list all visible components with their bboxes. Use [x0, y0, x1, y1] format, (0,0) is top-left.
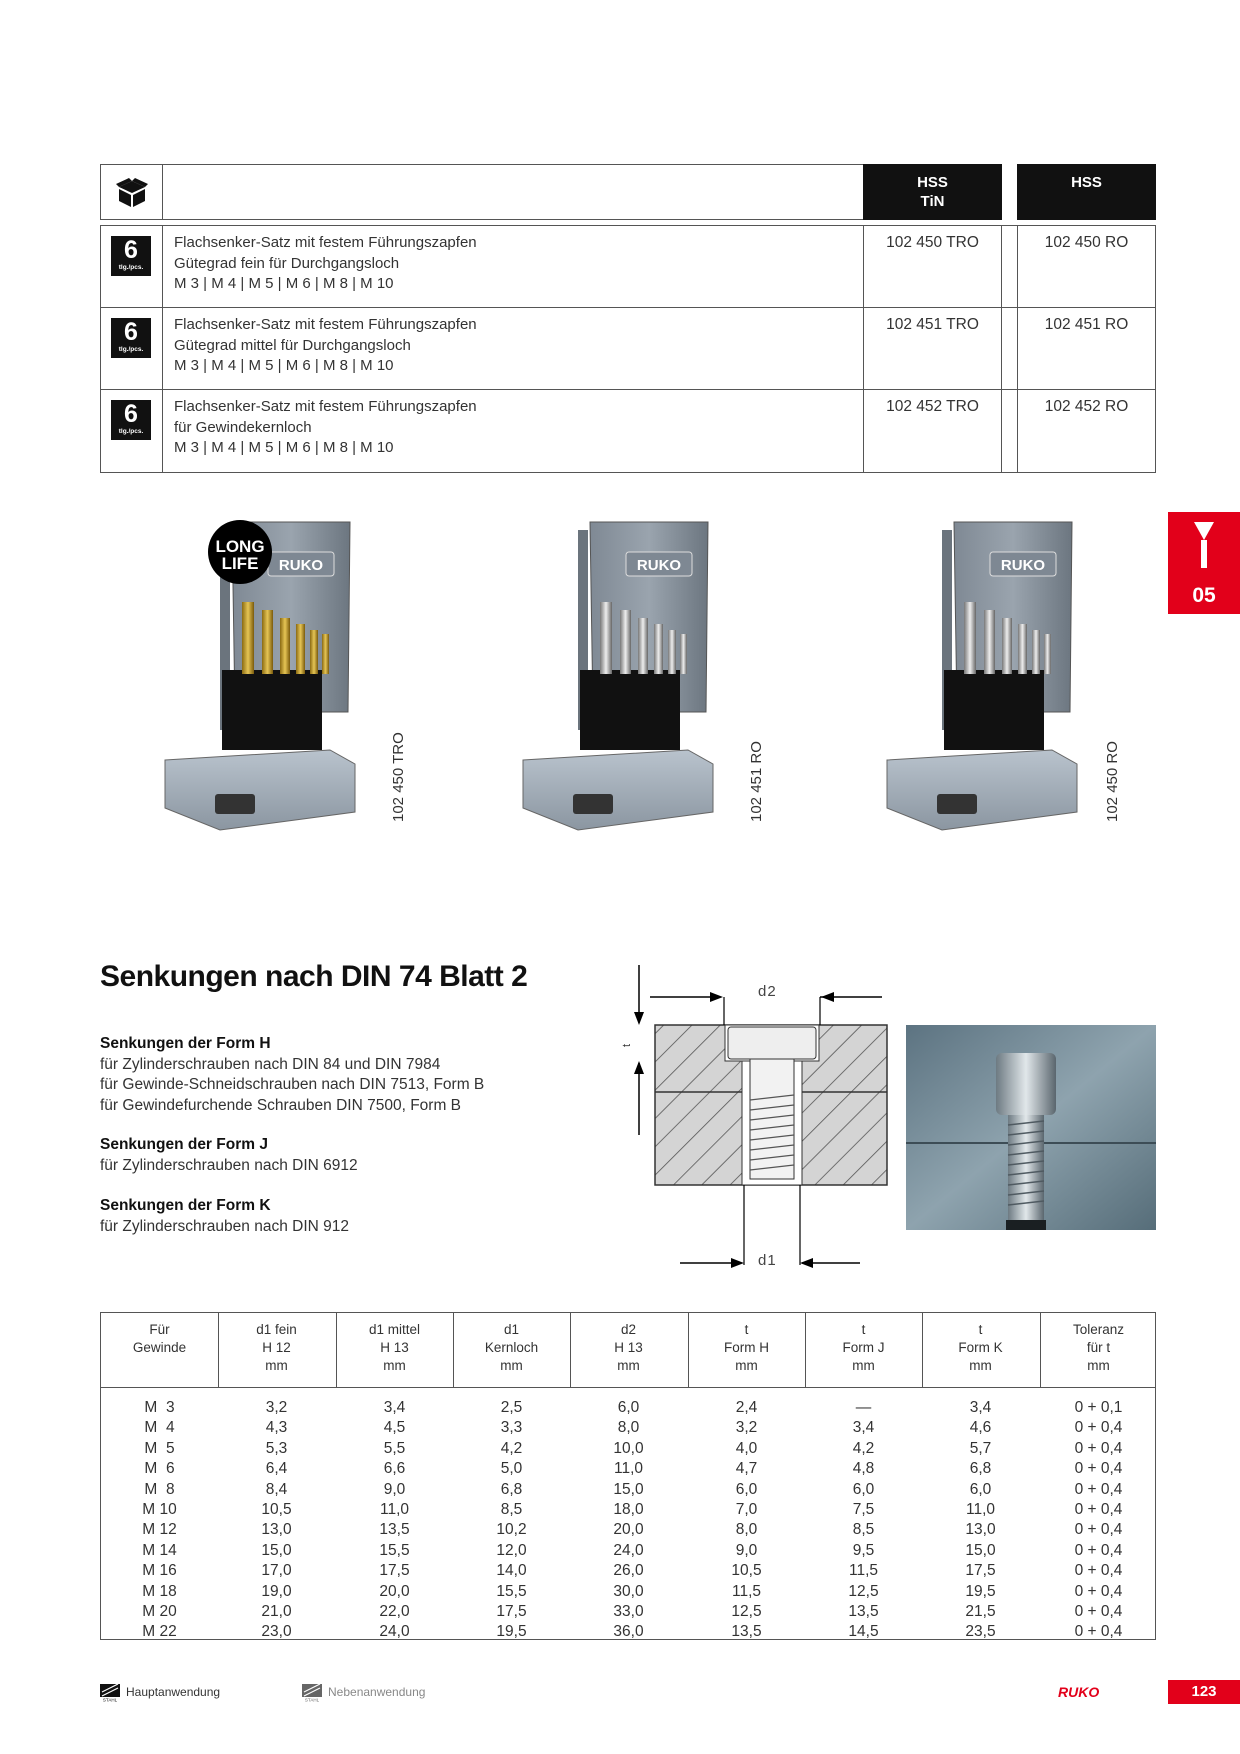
- dimensions-table: [100, 1312, 1156, 1640]
- value-cell: 6,6: [383, 1460, 406, 1478]
- column-header: [922, 1321, 1039, 1375]
- header-line: Form K: [958, 1340, 1003, 1355]
- product-description: [174, 315, 477, 377]
- header-line: d1: [503, 1322, 520, 1337]
- section-title: Senkungen nach DIN 74 Blatt 2: [100, 960, 528, 993]
- value-cell: 3,3: [500, 1419, 523, 1437]
- value-cell: 20,0: [613, 1521, 644, 1539]
- value-cell: 3,2: [735, 1419, 758, 1437]
- long-life-badge: [208, 538, 272, 572]
- product-table: [100, 164, 1156, 472]
- value-cell: 6,0: [735, 1480, 758, 1498]
- value-cell: 0 + 0,1: [1074, 1399, 1123, 1416]
- value-cell: 6,0: [617, 1399, 640, 1416]
- value-cell: 15,5: [379, 1541, 410, 1559]
- value-column: [688, 1398, 805, 1643]
- form-h-block: [100, 1034, 484, 1116]
- screw-photo: [906, 1025, 1156, 1230]
- box-icon: [115, 178, 149, 208]
- value-cell: 15,0: [965, 1541, 996, 1559]
- header-line: Gewinde: [132, 1340, 187, 1355]
- header-line: d1 fein: [256, 1322, 297, 1337]
- value-cell: 5,5: [383, 1439, 406, 1457]
- secondary-use-label: Nebenanwendung: [328, 1685, 426, 1699]
- brand-logo: RUKO: [1058, 1684, 1100, 1700]
- thread-size-cell: M 16: [142, 1562, 177, 1580]
- thread-size-cell: M 20: [142, 1603, 177, 1621]
- value-cell: 4,0: [735, 1439, 758, 1457]
- value-cell: 19,5: [965, 1582, 996, 1600]
- thread-size-cell: M 4: [144, 1419, 175, 1437]
- value-cell: 14,0: [496, 1562, 527, 1580]
- value-cell: 5,0: [500, 1460, 523, 1478]
- header-hss-label: HSS: [917, 174, 948, 191]
- steel-icon: [100, 1684, 120, 1702]
- value-cell: 0 + 0,4: [1074, 1501, 1123, 1519]
- form-j-block: [100, 1135, 358, 1176]
- form-h-line: für Gewinde-Schneidschrauben nach DIN 7513, Form B: [100, 1076, 485, 1093]
- value-cell: 23,5: [965, 1623, 996, 1641]
- pieces-count: 6: [124, 318, 138, 346]
- value-cell: 13,0: [261, 1521, 292, 1539]
- value-cell: 5,3: [265, 1439, 288, 1457]
- value-cell: —: [855, 1399, 872, 1416]
- value-cell: 8,5: [500, 1501, 523, 1519]
- thread-size-cell: M 14: [142, 1541, 177, 1559]
- form-h-title: Senkungen der Form H: [100, 1035, 271, 1052]
- header-line: mm: [969, 1358, 992, 1373]
- header-line: t: [744, 1322, 749, 1337]
- image-caption: 102 450 TRO: [390, 732, 407, 822]
- value-cell: 9,5: [852, 1541, 875, 1559]
- value-cell: 11,0: [379, 1501, 410, 1519]
- value-cell: 6,8: [500, 1480, 523, 1498]
- value-column: [218, 1398, 335, 1643]
- pieces-badge: [111, 236, 151, 276]
- value-cell: 24,0: [379, 1623, 410, 1641]
- header-hss: [1017, 164, 1156, 220]
- value-cell: 20,0: [379, 1582, 410, 1600]
- svg-text:STAHL: STAHL: [102, 1697, 118, 1702]
- image-caption: 102 450 RO: [1104, 741, 1121, 822]
- header-line: t: [978, 1322, 983, 1337]
- pieces-count: 6: [124, 400, 138, 428]
- header-line: [101, 1357, 218, 1375]
- value-cell: 13,0: [965, 1521, 996, 1539]
- value-cell: 23,0: [261, 1623, 292, 1641]
- value-cell: 10,2: [496, 1521, 527, 1539]
- value-cell: 17,5: [496, 1603, 527, 1621]
- article-code-tin: 102 452 TRO: [886, 398, 979, 415]
- value-cell: 0 + 0,4: [1074, 1541, 1123, 1559]
- column-header: [336, 1321, 453, 1375]
- product-description: [174, 397, 477, 459]
- desc-line: Flachsenker-Satz mit festem Führungszapfen: [174, 316, 477, 333]
- value-cell: 26,0: [613, 1562, 644, 1580]
- value-cell: 4,8: [852, 1460, 875, 1478]
- form-k-block: [100, 1196, 349, 1237]
- value-cell: 10,0: [613, 1439, 644, 1457]
- pieces-badge: [111, 318, 151, 358]
- value-cell: 6,0: [852, 1480, 875, 1498]
- header-hss-tin: [863, 164, 1002, 220]
- pieces-unit: tlg./pcs.: [118, 264, 144, 271]
- value-cell: 0 + 0,4: [1074, 1603, 1123, 1621]
- value-cell: 8,4: [265, 1480, 288, 1498]
- column-header: [218, 1321, 335, 1375]
- main-use-label: Hauptanwendung: [126, 1685, 221, 1699]
- header-line: t: [861, 1322, 866, 1337]
- value-cell: 13,5: [848, 1603, 879, 1621]
- thread-size-cell: M 22: [142, 1623, 177, 1641]
- value-cell: 8,5: [852, 1521, 875, 1539]
- value-cell: 2,4: [735, 1399, 758, 1416]
- countersink-icon: [1192, 518, 1216, 570]
- value-cell: 17,5: [379, 1562, 410, 1580]
- value-cell: 4,7: [735, 1460, 758, 1478]
- value-cell: 15,0: [613, 1480, 644, 1498]
- countersink-diagram: [620, 955, 900, 1275]
- form-j-line: für Zylinderschrauben nach DIN 6912: [100, 1156, 358, 1174]
- value-cell: 14,5: [848, 1623, 879, 1641]
- header-line: Für: [149, 1322, 170, 1337]
- value-cell: 0 + 0,4: [1074, 1623, 1123, 1641]
- value-cell: 6,8: [969, 1460, 992, 1478]
- form-k-line: für Zylinderschrauben nach DIN 912: [100, 1217, 349, 1235]
- badge-line: LIFE: [221, 554, 259, 573]
- value-cell: 11,0: [613, 1460, 644, 1478]
- header-line: mm: [383, 1358, 406, 1373]
- value-cell: 4,3: [265, 1419, 288, 1437]
- header-line: Toleranz: [1072, 1322, 1125, 1337]
- form-j-title: Senkungen der Form J: [100, 1136, 268, 1153]
- value-column: [453, 1398, 570, 1643]
- value-cell: 8,0: [617, 1419, 640, 1437]
- value-cell: 0 + 0,4: [1074, 1460, 1123, 1478]
- value-cell: 19,5: [496, 1623, 527, 1641]
- svg-text:t: t: [621, 1043, 633, 1047]
- box-icon-cell: [100, 164, 163, 220]
- thread-size-cell: M 10: [142, 1501, 177, 1519]
- header-hss2-label: HSS: [1071, 174, 1102, 191]
- image-caption: 102 451 RO: [748, 741, 765, 822]
- header-line: d2: [620, 1322, 637, 1337]
- pieces-unit: tlg./pcs.: [118, 428, 144, 435]
- value-cell: 6,0: [969, 1480, 992, 1498]
- header-line: d1 mittel: [368, 1322, 421, 1337]
- pieces-badge: [111, 400, 151, 440]
- desc-sizes: M 3 | M 4 | M 5 | M 6 | M 8 | M 10: [174, 275, 394, 292]
- header-line: mm: [735, 1358, 758, 1373]
- thread-size-cell: M 6: [144, 1460, 175, 1478]
- svg-text:STAHL: STAHL: [304, 1697, 320, 1702]
- value-cell: 36,0: [613, 1623, 644, 1641]
- value-cell: 15,5: [496, 1582, 527, 1600]
- value-cell: 0 + 0,4: [1074, 1582, 1123, 1600]
- value-cell: 3,2: [265, 1399, 288, 1416]
- value-cell: 11,5: [848, 1562, 879, 1580]
- desc-line: Gütegrad mittel für Durchgangsloch: [174, 336, 411, 354]
- header-blank-cell: [162, 164, 864, 220]
- value-cell: 4,6: [969, 1419, 992, 1437]
- value-cell: 12,0: [496, 1541, 527, 1559]
- desc-sizes: M 3 | M 4 | M 5 | M 6 | M 8 | M 10: [174, 439, 394, 456]
- value-column: [101, 1398, 218, 1643]
- value-cell: 3,4: [852, 1419, 875, 1437]
- product-description: [174, 233, 477, 295]
- value-cell: 18,0: [613, 1501, 644, 1519]
- desc-line: Flachsenker-Satz mit festem Führungszapfen: [174, 234, 477, 251]
- value-cell: 4,2: [852, 1439, 875, 1457]
- desc-line: für Gewindekernloch: [174, 418, 312, 436]
- value-cell: 15,0: [261, 1541, 292, 1559]
- header-line: H 13: [614, 1340, 643, 1355]
- header-line: mm: [500, 1358, 523, 1373]
- value-cell: 0 + 0,4: [1074, 1521, 1123, 1539]
- value-cell: 3,4: [383, 1399, 406, 1416]
- value-column: [336, 1398, 453, 1643]
- thread-size-cell: M 8: [144, 1480, 175, 1498]
- value-cell: 7,0: [735, 1501, 758, 1519]
- value-cell: 21,0: [261, 1603, 292, 1621]
- value-cell: 19,0: [261, 1582, 292, 1600]
- column-header: [101, 1321, 218, 1375]
- value-cell: 11,5: [731, 1582, 762, 1600]
- header-line: H 12: [262, 1340, 291, 1355]
- chapter-number: 05: [1192, 584, 1216, 607]
- value-cell: 9,0: [735, 1541, 758, 1559]
- header-line: mm: [617, 1358, 640, 1373]
- steel-icon: [302, 1684, 322, 1702]
- column-header: [805, 1321, 922, 1375]
- value-column: [922, 1398, 1039, 1643]
- article-code-hss: 102 452 RO: [1044, 398, 1129, 415]
- value-cell: 33,0: [613, 1603, 644, 1621]
- value-cell: 17,0: [261, 1562, 292, 1580]
- thread-size-cell: M 18: [142, 1582, 177, 1600]
- header-tin-label: TiN: [920, 193, 945, 210]
- value-cell: 0 + 0,4: [1074, 1439, 1123, 1457]
- article-code-hss: 102 450 RO: [1044, 234, 1129, 251]
- article-code-tin: 102 451 TRO: [886, 316, 979, 333]
- header-line: für t: [1086, 1340, 1111, 1355]
- column-header: [453, 1321, 570, 1375]
- value-cell: 17,5: [965, 1562, 996, 1580]
- desc-line: Gütegrad fein für Durchgangsloch: [174, 254, 400, 272]
- form-h-line: für Zylinderschrauben nach DIN 84 und DIN 7984: [100, 1055, 441, 1073]
- thread-size-cell: M 12: [142, 1521, 177, 1539]
- header-line: mm: [1087, 1358, 1110, 1373]
- svg-text:RUKO: RUKO: [636, 557, 682, 574]
- page-number: 123: [1168, 1680, 1240, 1704]
- header-line: mm: [852, 1358, 875, 1373]
- value-column: [570, 1398, 687, 1643]
- header-line: Form J: [842, 1340, 885, 1355]
- header-line: Kernloch: [484, 1340, 539, 1355]
- header-line: H 13: [380, 1340, 409, 1355]
- column-header: [570, 1321, 687, 1375]
- value-cell: 24,0: [613, 1541, 644, 1559]
- value-cell: 5,7: [969, 1439, 992, 1457]
- value-column: [1040, 1398, 1157, 1643]
- chapter-tab[interactable]: [1168, 512, 1240, 614]
- pieces-unit: tlg./pcs.: [118, 346, 144, 353]
- d1-label: d1: [758, 1252, 777, 1269]
- value-cell: 13,5: [379, 1521, 410, 1539]
- value-cell: 4,5: [383, 1419, 406, 1437]
- header-line: mm: [265, 1358, 288, 1373]
- value-cell: 2,5: [500, 1399, 523, 1416]
- value-cell: 12,5: [848, 1582, 879, 1600]
- svg-text:RUKO: RUKO: [1000, 557, 1046, 574]
- value-cell: 3,4: [969, 1399, 992, 1416]
- value-cell: 22,0: [379, 1603, 410, 1621]
- value-cell: 11,0: [965, 1501, 996, 1519]
- value-cell: 13,5: [731, 1623, 762, 1641]
- value-column: [805, 1398, 922, 1643]
- header-line: Form H: [724, 1340, 769, 1355]
- value-cell: 30,0: [613, 1582, 644, 1600]
- value-cell: 10,5: [731, 1562, 762, 1580]
- pieces-count: 6: [124, 236, 138, 264]
- column-header: [1040, 1321, 1157, 1375]
- thread-size-cell: M 5: [144, 1439, 175, 1457]
- value-cell: 21,5: [965, 1603, 996, 1621]
- form-k-title: Senkungen der Form K: [100, 1197, 271, 1214]
- form-h-line: für Gewindefurchende Schrauben DIN 7500, Form B: [100, 1096, 461, 1114]
- value-cell: 8,0: [735, 1521, 758, 1539]
- value-cell: 0 + 0,4: [1074, 1419, 1123, 1437]
- thread-size-cell: M 3: [144, 1399, 175, 1416]
- d2-label: d2: [758, 983, 777, 1000]
- column-header: [688, 1321, 805, 1375]
- desc-line: Flachsenker-Satz mit festem Führungszapfen: [174, 398, 477, 415]
- value-cell: 12,5: [731, 1603, 762, 1621]
- product-image-hss-set: [882, 512, 1092, 832]
- value-cell: 0 + 0,4: [1074, 1480, 1123, 1498]
- badge-line: LONG: [215, 537, 265, 556]
- product-image-hss-set: [518, 512, 728, 832]
- value-cell: 10,5: [261, 1501, 292, 1519]
- article-code-tin: 102 450 TRO: [886, 234, 979, 251]
- value-cell: 9,0: [383, 1480, 406, 1498]
- value-cell: 6,4: [265, 1460, 288, 1478]
- value-cell: 4,2: [500, 1439, 523, 1457]
- desc-sizes: M 3 | M 4 | M 5 | M 6 | M 8 | M 10: [174, 357, 394, 374]
- value-cell: 7,5: [852, 1501, 875, 1519]
- svg-text:RUKO: RUKO: [278, 557, 324, 574]
- article-code-hss: 102 451 RO: [1044, 316, 1129, 333]
- value-cell: 0 + 0,4: [1074, 1562, 1123, 1580]
